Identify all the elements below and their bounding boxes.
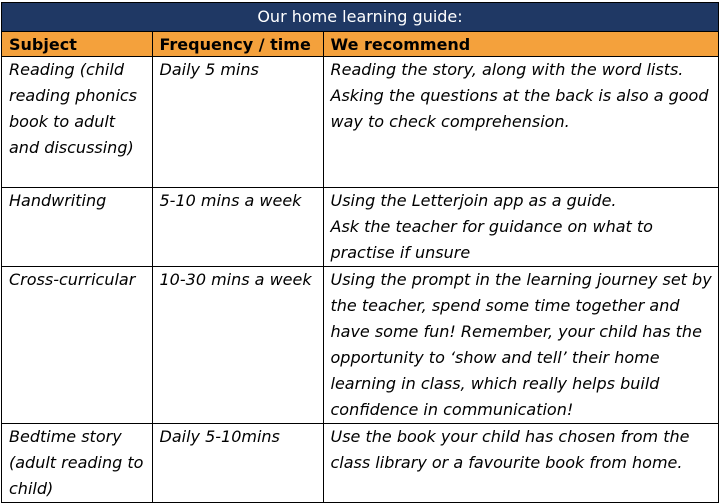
cell-subject: Cross-curricular <box>2 267 152 424</box>
guide-table <box>2 32 718 502</box>
table-row-handwriting <box>2 188 718 267</box>
table-row-bedtime-story <box>2 424 718 503</box>
recommend-line-1: Using the Letterjoin app as a guide. <box>330 191 617 210</box>
recommend-line-2: Ask the teacher for guidance on what to practise if unsure <box>330 217 653 262</box>
header-recommend: We recommend <box>323 32 718 57</box>
cell-subject: Reading (child reading phonics book to adult and discussing) <box>2 57 152 188</box>
cell-recommend: Using the prompt in the learning journey set by the teacher, spend some time together and have some fun! Remember, your child has the opportunity to ‘show and tell’ their home learning in class, which really helps build confidence in communication! <box>323 267 718 424</box>
header-subject: Subject <box>2 32 152 57</box>
table-row-cross-curricular <box>2 267 718 424</box>
cell-frequency: 5-10 mins a week <box>152 188 323 267</box>
cell-frequency: 10-30 mins a week <box>152 267 323 424</box>
table-title: Our home learning guide: <box>2 3 718 32</box>
cell-frequency: Daily 5 mins <box>152 57 323 188</box>
home-learning-guide-table <box>1 2 719 503</box>
header-row <box>2 32 718 57</box>
cell-subject: Handwriting <box>2 188 152 267</box>
cell-recommend <box>323 188 718 267</box>
cell-recommend: Reading the story, along with the word lists. Asking the questions at the back is also a good way to check comprehension. <box>323 57 718 188</box>
header-frequency: Frequency / time <box>152 32 323 57</box>
cell-frequency: Daily 5-10mins <box>152 424 323 503</box>
table-row-reading <box>2 57 718 188</box>
cell-subject: Bedtime story (adult reading to child) <box>2 424 152 503</box>
cell-recommend: Use the book your child has chosen from the class library or a favourite book from home. <box>323 424 718 503</box>
